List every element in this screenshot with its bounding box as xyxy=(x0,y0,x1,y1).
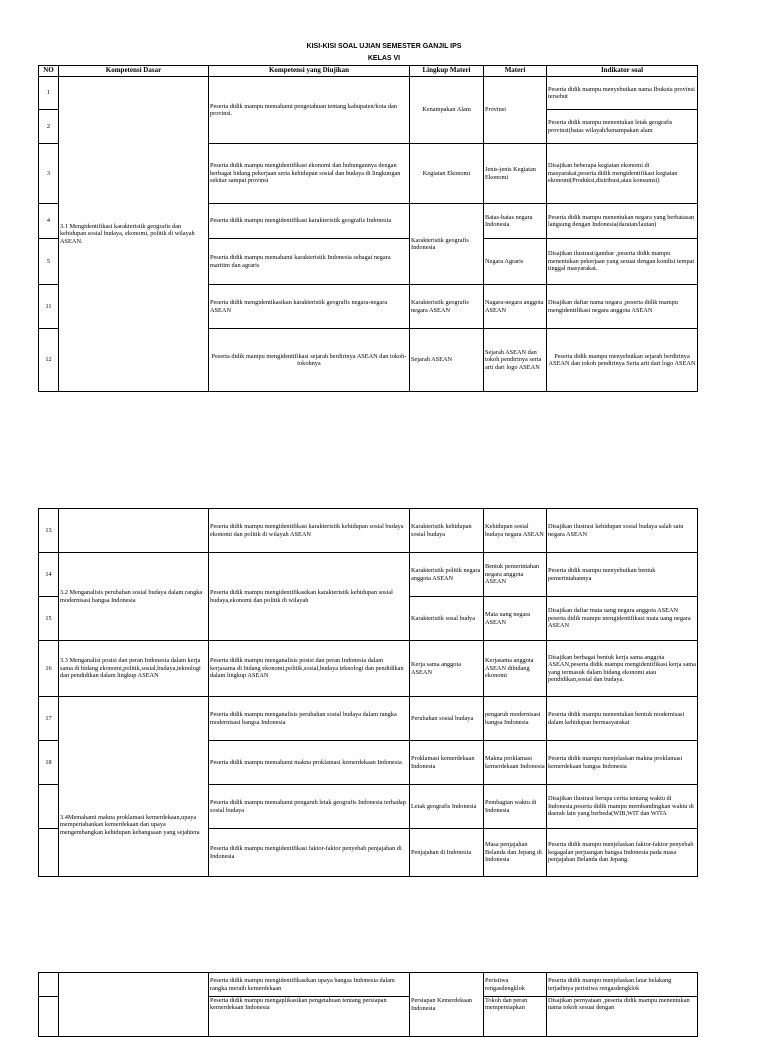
materi: Tokoh dan peran mempersiapkan xyxy=(484,997,547,1037)
materi: Mata uang negara ASEAN xyxy=(484,597,547,641)
materi: Peristiwa rengasdengklok xyxy=(484,973,547,997)
materi: Jenis-jenis Kegiatan Ekonomi xyxy=(484,144,547,204)
table-row xyxy=(39,641,698,697)
kompetensi-diujikan: Peserta didik mampu mengidentifikasikan karakteristik kehidupan sosial budaya,ekonomi dan politik di wilayah xyxy=(209,553,410,641)
indikator-soal: Disajikan beberapa kegiatan ekonomi di masyarakat,peserta didik mengidentifikasi kegiatan ekonomi(Produksi,distribusi,atau konsumsi) xyxy=(547,144,698,204)
lingkup-materi: Karakteristik geografis negara ASEAN xyxy=(410,285,484,329)
kompetensi-diujikan: Peserta didik mampu mengidentifikasi ekonomi dan hubungannya dengan berbagai bidang pekerjaan serta kehidupan sosial dan budaya di lingkungan sekitar sampai provinsi xyxy=(209,144,410,204)
indikator-soal: Disajikan pernyataan ,peserta didik mampu menentukan nama tokoh sesuai dengan xyxy=(547,997,698,1037)
indikator-soal: Disajikan ilustrasi/gambar ,peserta didik mampu menentukan pekerjaan yang sesuai dengan kondisi tempat tinggal masyarakat. xyxy=(547,239,698,285)
row-number: 14 xyxy=(39,553,59,597)
kompetensi-diujikan: Peserta didik mampu memahami pengaruh letak geografis Indonesia terhadap sosial budaya xyxy=(209,785,410,829)
materi: Kerjasama anggota ASEAN dibidang ekonomi xyxy=(484,641,547,697)
indikator-soal: Peserta didik mampu menjelaskan latar belakang terjadinya peristiwa rengasdengklok xyxy=(547,973,698,997)
column-header-no: NO xyxy=(39,66,59,77)
kompetensi-diujikan: Peserta didik mampu memahami pengetahuan tentang kabupaten/kota dan provinsi. xyxy=(209,77,410,144)
column-header-indikator: Indikator soal xyxy=(547,66,698,77)
materi: Batas-batas negara Indonesia xyxy=(484,204,547,239)
kisi-table-page-1 xyxy=(38,65,698,392)
lingkup-materi: Karakteristik kehidupan sosial budaya xyxy=(410,509,484,553)
materi: Makna proklamasi kemerdekaan Indonesia xyxy=(484,741,547,785)
column-header-kd: Kompetensi Dasar xyxy=(59,66,209,77)
row-number xyxy=(39,997,59,1037)
row-number: 4 xyxy=(39,204,59,239)
row-number: 11 xyxy=(39,285,59,329)
row-number: 5 xyxy=(39,239,59,285)
kompetensi-dasar-empty xyxy=(59,509,209,553)
row-number: 13 xyxy=(39,509,59,553)
row-number xyxy=(39,973,59,997)
row-number: 3 xyxy=(39,144,59,204)
kompetensi-diujikan: Peserta didik mampu menganalisis perubahan sosial budaya dalam rangka modernisasi bangsa Indonesia xyxy=(209,697,410,741)
indikator-soal: Peserta didik mampu menjelaskan makna proklamasi kemerdekaan bangsa Indonesia xyxy=(547,741,698,785)
materi: Pembagian waktu di Indonesia xyxy=(484,785,547,829)
kompetensi-dasar-3-4: 3.4Memahami makna proklamasi kemerdekaan,upaya mempertahankan kemerdekaan dan upaya mengembangkan kehidupan kebangsaan yang sejahtera xyxy=(59,697,209,877)
lingkup-materi: Proklamasi kemerdekaan Indonesia xyxy=(410,741,484,785)
kompetensi-diujikan: Peserta didik mampu memahami makna proklamasi kemerdekaan Indonesia xyxy=(209,741,410,785)
indikator-soal: Peserta didik mampu menentukan letak geografis provinsi(batas wilayah/kenampakan alam xyxy=(547,110,698,144)
table-row xyxy=(39,553,698,597)
lingkup-materi: Sejarah ASEAN xyxy=(410,329,484,392)
materi: Nagara-negara anggota ASEAN xyxy=(484,285,547,329)
lingkup-materi: Kerja sama anggota ASEAN xyxy=(410,641,484,697)
indikator-soal: Disajikan ilustrasi kehidupan sosial budaya salah satu negara ASEAN xyxy=(547,509,698,553)
row-number: 16 xyxy=(39,641,59,697)
indikator-soal: Disajikan daftar nama negara ,peserta didik mampu mengidentifikasi negara anggota ASEAN xyxy=(547,285,698,329)
kompetensi-diujikan: Peserta didik mampu mengidentifikasi karakteristik geografis Indonesia xyxy=(209,204,410,239)
indikator-soal: Disajikan berbagai bentuk kerja sama anggota ASEAN,peserta didik mampu mengidentifikasi kerja sama yang termasuk dalam bidang ekonomi atau pendidikan,sosial dan budaya. xyxy=(547,641,698,697)
materi: Negara Agraris xyxy=(484,239,547,285)
document-class: KELAS VI xyxy=(367,55,401,62)
document-title: KISI-KISI SOAL UJIAN SEMESTER GANJIL IPS xyxy=(306,43,462,50)
indikator-soal: Peserta didik mampu menentukan negara yang berbatasan langsung dengan Indonesia(daratan/lautan) xyxy=(547,204,698,239)
indikator-soal: Peserta didik mampu menentukan bentuk modernisasi dalam kehidupan bermasyarakat xyxy=(547,697,698,741)
kisi-table-page-3 xyxy=(38,972,698,1037)
column-header-materi: Materi xyxy=(484,66,547,77)
row-number xyxy=(39,829,59,877)
kompetensi-diujikan: Peserta didik mampu memahami karakteristik Indonesia sebagai negara maritim dan agraris xyxy=(209,239,410,285)
lingkup-materi: Karakteristik geografis Indonesia xyxy=(410,204,484,285)
indikator-soal: Peserta didik mampu menyebutkan bentuk pemerintahannya xyxy=(547,553,698,597)
table-header-row xyxy=(39,66,698,77)
indikator-soal: Disajikan daftar mata uang negara anggota ASEAN peserta didik mampu mengidentifikasi mata uang negara ASEAN xyxy=(547,597,698,641)
indikator-soal: Disajikan ilustrasi berupa cerita tentang waktu di Indonesia,peserta didik mampu membandingkan waktu di daerah lain yang berbeda(WIB,WIT dan WITA xyxy=(547,785,698,829)
materi: pengaruh modernisasi bangsa Indonesia xyxy=(484,697,547,741)
column-header-ki: Kompetensi yang Diujikan xyxy=(209,66,410,77)
table-row xyxy=(39,77,698,110)
row-number: 17 xyxy=(39,697,59,741)
lingkup-materi: Kegiatan Ekonomi xyxy=(410,144,484,204)
kisi-table-page-2 xyxy=(38,508,698,877)
kompetensi-diujikan: Peserta didik mampu mengidentifikasikan upaya bangsa Indonesia dalam rangka meraih kemerdekaan xyxy=(209,973,410,997)
indikator-soal: Peserta didik mampu menyebutkan sejarah berdirinya ASEAN dan tokoh pendirinya Serta arti dari logo ASEAN xyxy=(547,329,698,392)
lingkup-materi: Penjajahan di Indonesia xyxy=(410,829,484,877)
lingkup-materi: Persiapan Kemerdekaan Indonesia xyxy=(410,973,484,1037)
lingkup-materi: Kenampakan Alam xyxy=(410,77,484,144)
materi: Kehidupan sosial budaya negara ASEAN xyxy=(484,509,547,553)
materi: Sejarah ASEAN dan tokoh pendirinya serta arti dari logo ASEAN xyxy=(484,329,547,392)
table-row xyxy=(39,509,698,553)
kompetensi-dasar-empty xyxy=(59,973,209,1037)
lingkup-materi: Perubahan sosial budaya xyxy=(410,697,484,741)
lingkup-materi: Karakteristik politik negara anggota ASEAN xyxy=(410,553,484,597)
kompetensi-diujikan: Peserta didik mampu mengaplikasikan pengetahuan tentang persiapan kemerdekaan Indonesia xyxy=(209,997,410,1037)
materi: Bentuk pemerintahan negara anggota ASEAN xyxy=(484,553,547,597)
row-number: 2 xyxy=(39,110,59,144)
kompetensi-diujikan: Peserta didik mampu mengidentifikasi karakteristik kehidupan sosial budaya ekonomi dan politik di wilayah ASEAN xyxy=(209,509,410,553)
kompetensi-dasar-3-1: 3.1 Mengidentifikasi karakteristik geografis dan kehidupan sosial budaya, ekonomi, politik di wilayah ASEAN. xyxy=(59,77,209,392)
row-number xyxy=(39,785,59,829)
row-number: 18 xyxy=(39,741,59,785)
materi: Masa penjajahan Belanda dan Jepang di Indonesia xyxy=(484,829,547,877)
kompetensi-diujikan: Peserta didik mengidentikasikan karakteristik geografis negara-negara ASEAN xyxy=(209,285,410,329)
kompetensi-diujikan: Peserta didik mampu mengidentifikasi faktor-faktor penyebab penjajahan di Indonesia xyxy=(209,829,410,877)
table-row xyxy=(39,973,698,997)
kompetensi-dasar-3-2: 3.2 Menganalisis perubahan sosial budaya dalam rangka modernisasi bangsa Indonesia xyxy=(59,553,209,641)
kompetensi-diujikan: Peserta didik mampu mengidentifikasi sejarah berdirinya ASEAN dan tokoh-tokohnya xyxy=(209,329,410,392)
indikator-soal: Peserta didik mampu menyebutkan nama Ibukota provinsi tersebut xyxy=(547,77,698,110)
row-number: 15 xyxy=(39,597,59,641)
row-number: 12 xyxy=(39,329,59,392)
materi: Provinsi xyxy=(484,77,547,144)
kompetensi-diujikan: Peserta didik mampu menganalisis posisi dan peran Indonesia dalam kerjasama di bidang ekonomi,politik,sosial,budaya teknologi dan pendidikan dalam lingkup ASEAN xyxy=(209,641,410,697)
indikator-soal: Peserta didik mampu menjelaskan faktor-faktor penyebab kegagalan perjuangan bangsa Indonesia pada masa penjajahan Belanda dan Jepang. xyxy=(547,829,698,877)
row-number: 1 xyxy=(39,77,59,110)
kompetensi-dasar-3-3: 3.3 Menganalisi posisi dan peran Indonesia dalam kerja sama di bidang ekonomi,politik,sosial,budaya,teknologi dan pendidikan dalam lingkup ASEAN xyxy=(59,641,209,697)
lingkup-materi: Karakteristik sosal budya xyxy=(410,597,484,641)
table-row xyxy=(39,697,698,741)
lingkup-materi: Letak geografis Indonesia xyxy=(410,785,484,829)
column-header-lingkup: Lingkup Materi xyxy=(410,66,484,77)
